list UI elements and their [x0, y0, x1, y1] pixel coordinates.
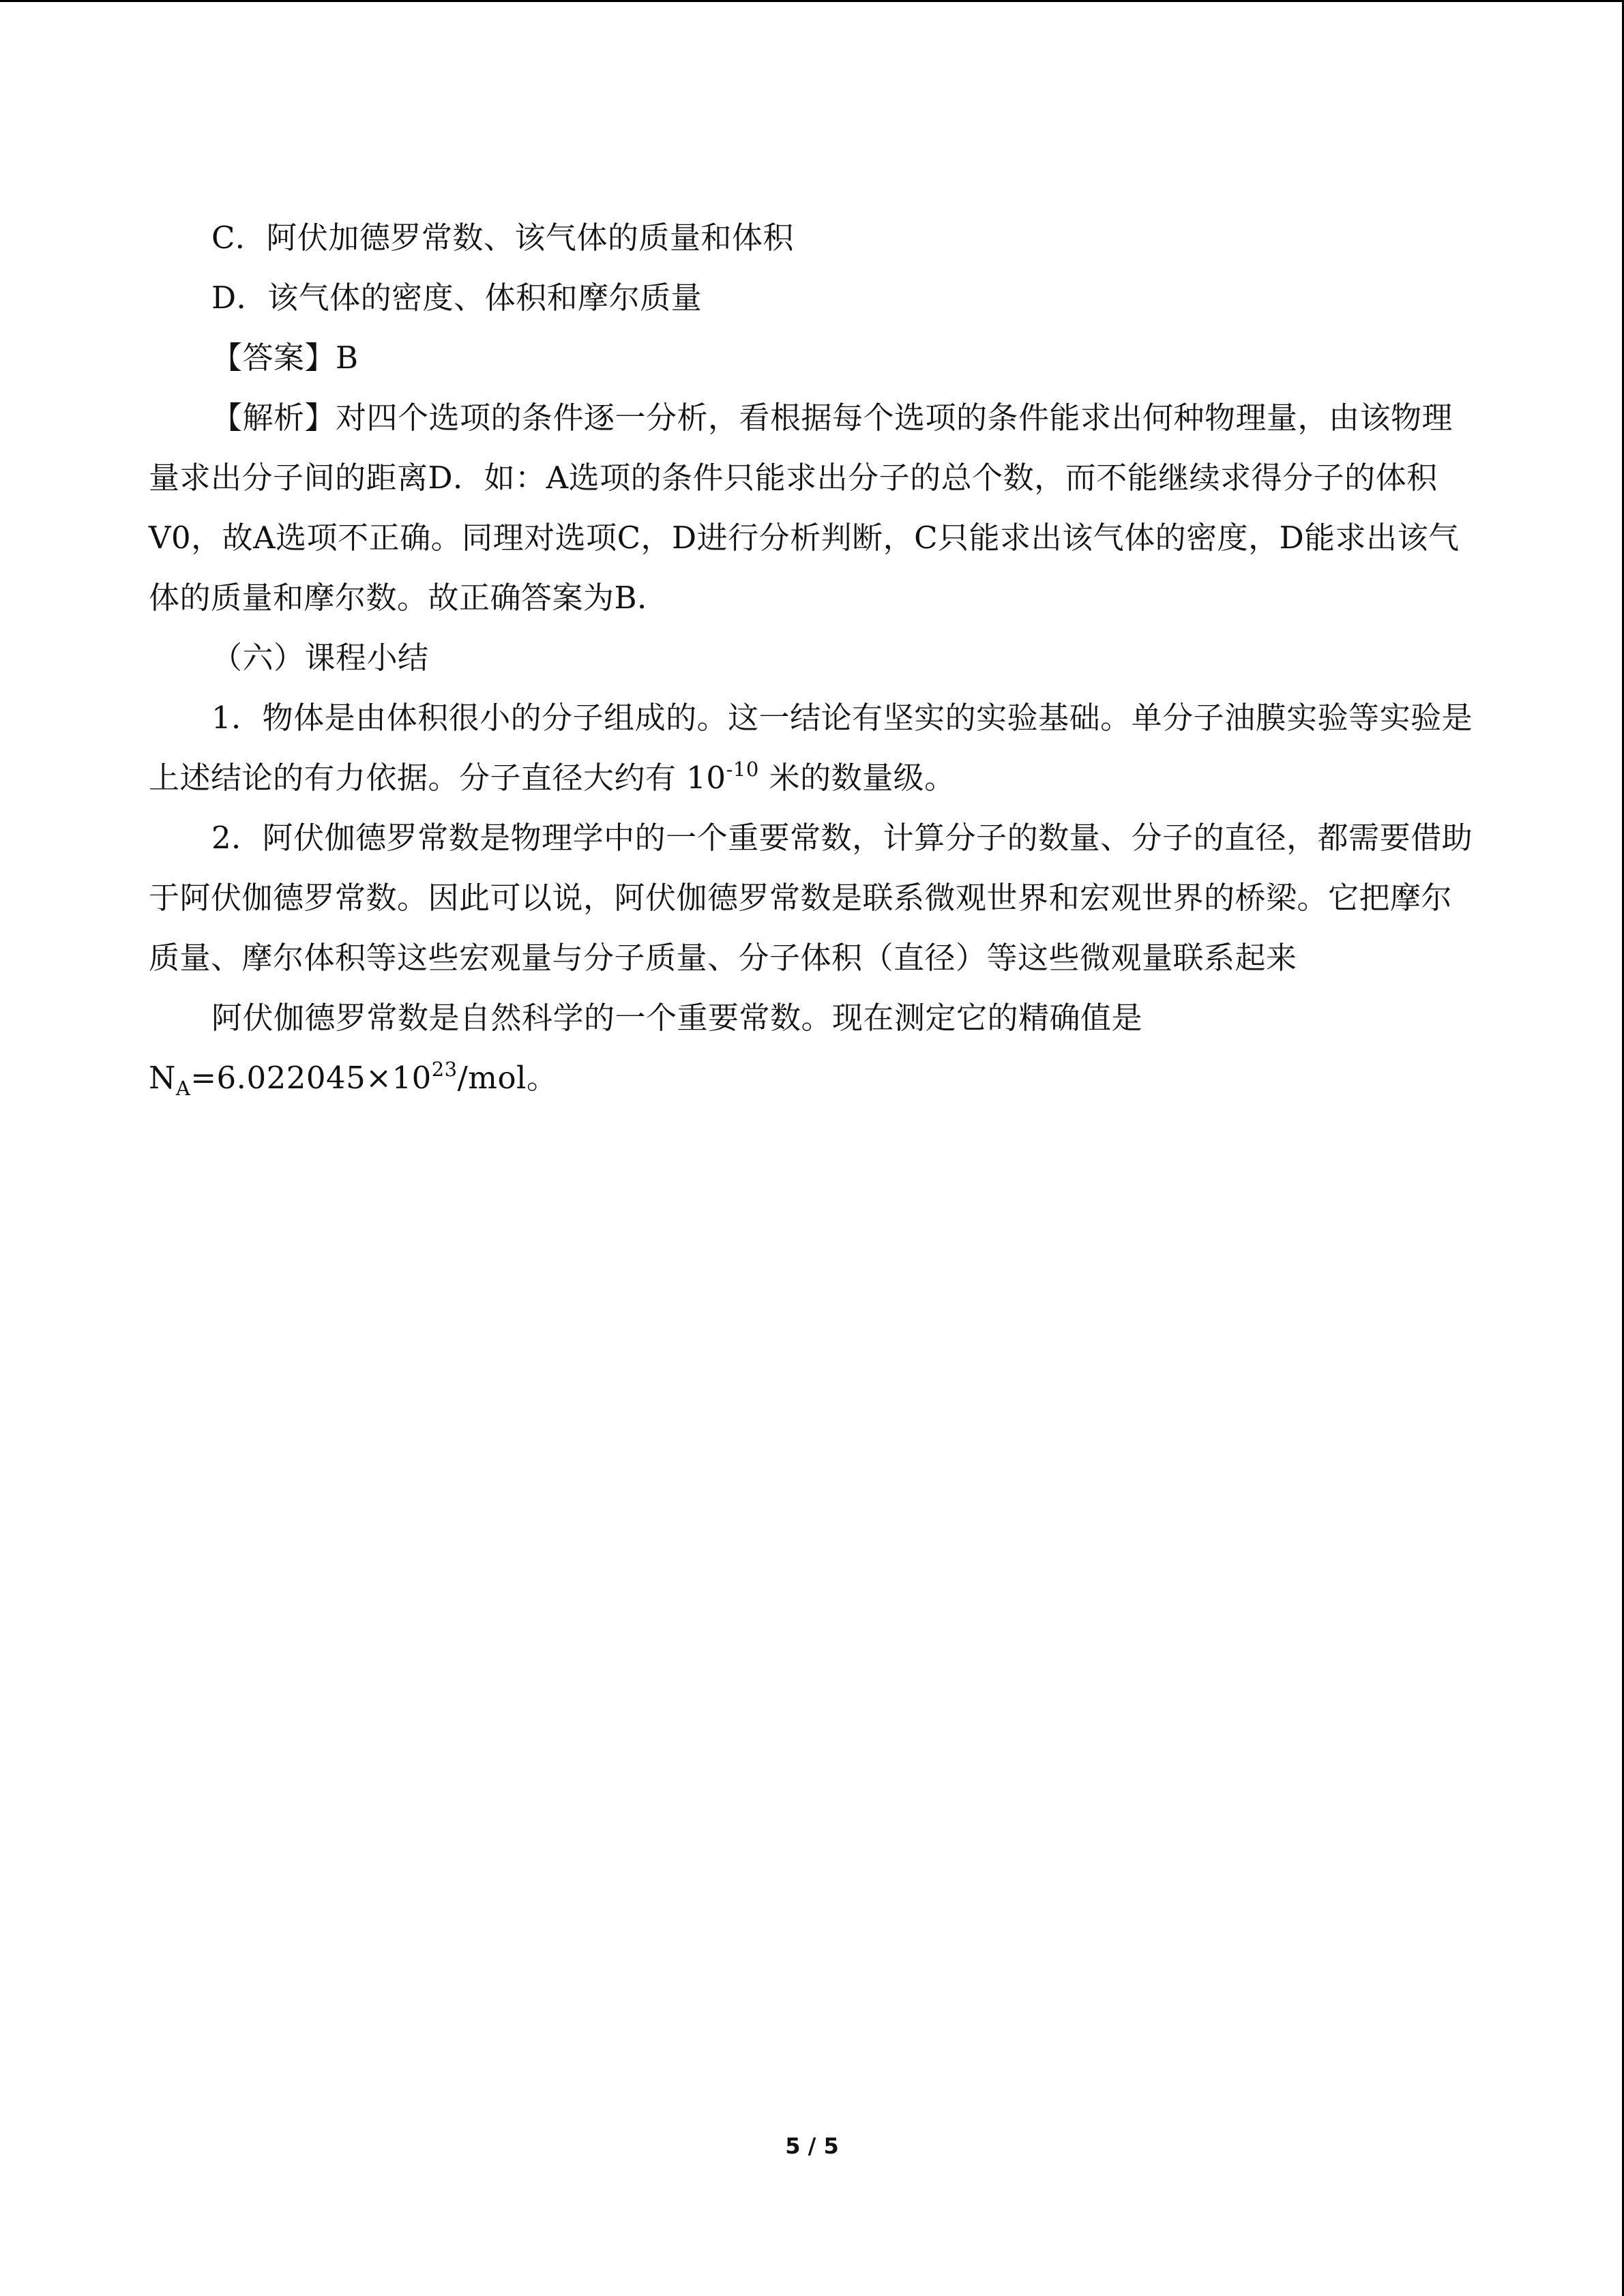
analysis-text: 对四个选项的条件逐一分析，看根据每个选项的条件能求出何种物理量，由该物理量求出分子间的距离D．如：A选项的条件只能求出分子的总个数，而不能继续求得分子的体积V0，故A选项不正确。同理对选项C，D进行分析判断，C只能求出该气体的密度，D能求出该气体的质量和摩尔数。故正确答案为B． [149, 400, 1460, 616]
summary-item-1-tail: 米的数量级。 [758, 760, 956, 796]
summary-item-2: 2．阿伏伽德罗常数是物理学中的一个重要常数，计算分子的数量、分子的直径，都需要借助于阿伏伽德罗常数。因此可以说，阿伏伽德罗常数是联系微观世界和宏观世界的桥梁。它把摩尔质量、摩尔体积等这些宏观量与分子质量、分子体积（直径）等这些微观量联系起来 [149, 820, 1473, 976]
subscript-a: A [175, 1077, 191, 1100]
page-border-top [0, 0, 1624, 2]
avogadro-value: =6.022045×10 [190, 1060, 432, 1096]
avogadro-unit: /mol。 [457, 1060, 558, 1096]
option-d: D．该气体的密度、体积和摩尔质量 [211, 280, 703, 316]
option-c: C．阿伏加德罗常数、该气体的质量和体积 [211, 220, 794, 256]
analysis-paragraph [149, 388, 1479, 628]
analysis-label: 【解析】 [211, 400, 336, 436]
answer-label: 【答案】 [211, 340, 336, 376]
page-number: 5 / 5 [785, 2133, 839, 2159]
summary-item-1-text: 1．物体是由体积很小的分子组成的。这一结论有坚实的实验基础。单分子油膜实验等实验是上述结论的有力依据。分子直径大约有 10 [149, 700, 1473, 796]
answer-value: B [336, 340, 359, 376]
avogadro-text: 阿伏伽德罗常数是自然科学的一个重要常数。现在测定它的精确值是 N [149, 1000, 1143, 1096]
answer-paragraph [149, 328, 1479, 388]
exponent-twenty-three: 23 [431, 1058, 458, 1081]
exponent-minus-ten: -10 [726, 758, 759, 781]
section-title: （六）课程小结 [211, 640, 429, 676]
document-body [149, 208, 1479, 1108]
avogadro-constant-paragraph [149, 988, 1479, 1108]
summary-item-1 [149, 688, 1479, 808]
